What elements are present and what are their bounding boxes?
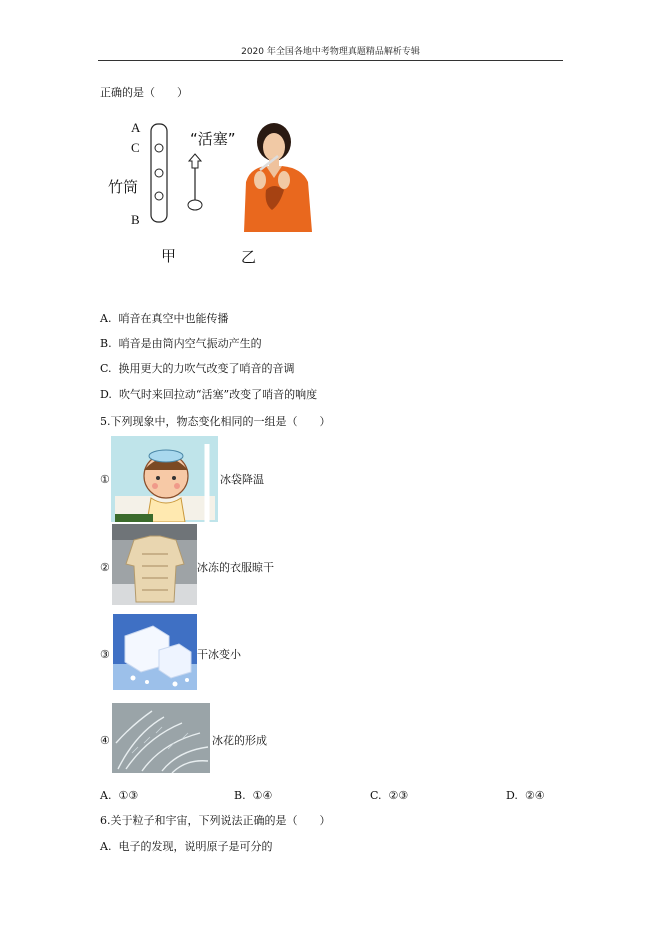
q4-stem-tail: 正确的是（ ）	[100, 86, 188, 99]
q5-option-d	[506, 789, 545, 803]
label-a: A	[131, 120, 141, 135]
label-b: B	[131, 212, 140, 227]
q5-option-a	[100, 789, 138, 803]
option-key: C.	[370, 789, 382, 802]
dry-ice-photo	[113, 614, 197, 690]
q5-item-2-text: 冰冻的衣服晾干	[197, 561, 274, 574]
option-key: A.	[100, 312, 112, 325]
piston-head	[188, 200, 202, 210]
q5-item-1-text: 冰袋降温	[220, 473, 264, 486]
up-arrow-icon	[189, 154, 201, 168]
option-text: 换用更大的力吹气改变了哨音的音调	[118, 362, 295, 375]
option-text: ②③	[388, 789, 409, 802]
q4-option-d	[100, 388, 317, 402]
option-text: 哨音在真空中也能传播	[118, 312, 229, 325]
caption-right: 乙	[241, 248, 257, 266]
option-key: D.	[100, 388, 112, 401]
bamboo-whistle-diagram	[140, 118, 240, 228]
q5-item-1-num: ①	[100, 473, 110, 486]
q4-option-b	[100, 337, 262, 351]
q5-option-c	[370, 789, 408, 803]
q5-item-4-text: 冰花的形成	[212, 734, 267, 747]
tube-hole-2	[155, 169, 163, 177]
q4-option-a	[100, 312, 228, 326]
q5-stem: 5.下列现象中，物态变化相同的一组是（ ）	[100, 415, 331, 428]
option-text: 电子的发现，说明原子是可分的	[118, 840, 273, 853]
option-key: B.	[234, 789, 246, 802]
q5-option-b	[234, 789, 272, 803]
label-c: C	[131, 140, 140, 155]
tube-hole-1	[155, 144, 163, 152]
option-key: A.	[100, 789, 112, 802]
option-key: C.	[100, 362, 112, 375]
q6-stem: 6.关于粒子和宇宙，下列说法正确的是（ ）	[100, 814, 331, 827]
tube-hole-3	[155, 192, 163, 200]
q4-option-c	[100, 362, 295, 376]
option-key: A.	[100, 840, 112, 853]
q5-item-3-text: 干冰变小	[197, 648, 241, 661]
q6-option-a	[100, 840, 272, 854]
option-key: D.	[506, 789, 518, 802]
frozen-clothes-photo	[112, 524, 197, 605]
caption-left: 甲	[161, 247, 177, 265]
option-key: B.	[100, 337, 112, 350]
option-text: ②④	[524, 789, 545, 802]
tube-label: 竹筒	[108, 178, 139, 196]
header-rule	[98, 60, 563, 61]
option-text: 哨音是由筒内空气振动产生的	[118, 337, 262, 350]
q5-item-3-num: ③	[100, 648, 110, 661]
page-header: 2020 年全国各地中考物理真题精品解析专辑	[241, 47, 420, 57]
option-text: ①④	[252, 789, 273, 802]
q5-item-4-num: ④	[100, 734, 110, 747]
q5-item-2-num: ②	[100, 561, 110, 574]
option-text: ①③	[118, 789, 139, 802]
ice-pack-cartoon	[111, 436, 218, 522]
piston-label: “活塞”	[190, 130, 236, 148]
option-text: 吹气时来回拉动“活塞”改变了哨音的响度	[118, 388, 318, 401]
woman-playing-whistle-photo	[236, 120, 316, 232]
frost-flowers-photo	[112, 703, 210, 773]
